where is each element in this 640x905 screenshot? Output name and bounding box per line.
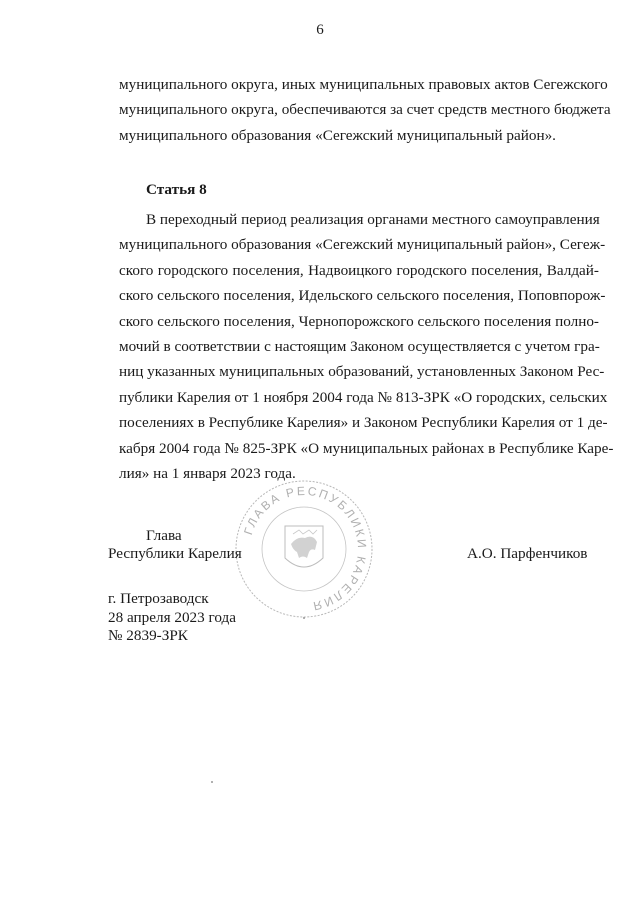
- text-line: ского городского поселения, Надвоицкого городского поселения, Валдай-: [119, 261, 599, 279]
- law-number: № 2839-ЗРК: [108, 627, 188, 644]
- document-meta: [108, 590, 236, 646]
- official-seal: [233, 478, 375, 620]
- text-line: лия» на 1 января 2023 года.: [119, 465, 296, 483]
- svg-text:ГЛАВА РЕСПУБЛИКИ КАРЕЛИЯ: ГЛАВА РЕСПУБЛИКИ КАРЕЛИЯ: [241, 483, 370, 614]
- signing-date: 28 апреля 2023 года: [108, 608, 236, 626]
- text-line: муниципального округа, иных муниципальных правовых актов Сегежского: [119, 76, 608, 93]
- text-line: ского сельского поселения, Идельского сельского поселения, Поповпорож-: [119, 287, 606, 305]
- signature-organization: Республики Карелия: [108, 545, 242, 562]
- scan-speck: [303, 617, 305, 619]
- article-8-paragraph: [119, 207, 614, 486]
- text-line: муниципального образования «Сегежский муниципальный район».: [119, 126, 556, 144]
- text-line: ниц указанных муниципальных образований, установленных Законом Рес-: [119, 363, 605, 381]
- page-number: 6: [316, 22, 324, 38]
- scan-speck: [211, 781, 213, 783]
- text-line: поселениях в Республике Карелия» и Законом Республики Карелия от 1 де-: [119, 414, 608, 432]
- text-line: ского сельского поселения, Чернопорожского сельского поселения полно-: [119, 312, 599, 330]
- place-of-signing: г. Петрозаводск: [108, 590, 209, 607]
- text-line: кабря 2004 года № 825-ЗРК «О муниципальных районах в Республике Каре-: [119, 439, 614, 457]
- text-line: муниципального образования «Сегежский муниципальный район», Сегеж-: [119, 236, 606, 254]
- text-line: публики Карелия от 1 ноября 2004 года № 813-ЗРК «О городских, сельских: [119, 388, 608, 406]
- signature-title: Глава: [146, 527, 182, 544]
- paragraph-continuation: [119, 72, 611, 148]
- text-line: мочий в соответствии с настоящим Законом осуществляется с учетом гра-: [119, 338, 600, 356]
- article-heading: Статья 8: [146, 181, 207, 198]
- text-line: В переходный период реализация органами местного самоуправления: [146, 211, 600, 228]
- signatory-name: А.О. Парфенчиков: [467, 545, 588, 562]
- text-line: муниципального округа, обеспечиваются за счет средств местного бюджета: [119, 101, 611, 119]
